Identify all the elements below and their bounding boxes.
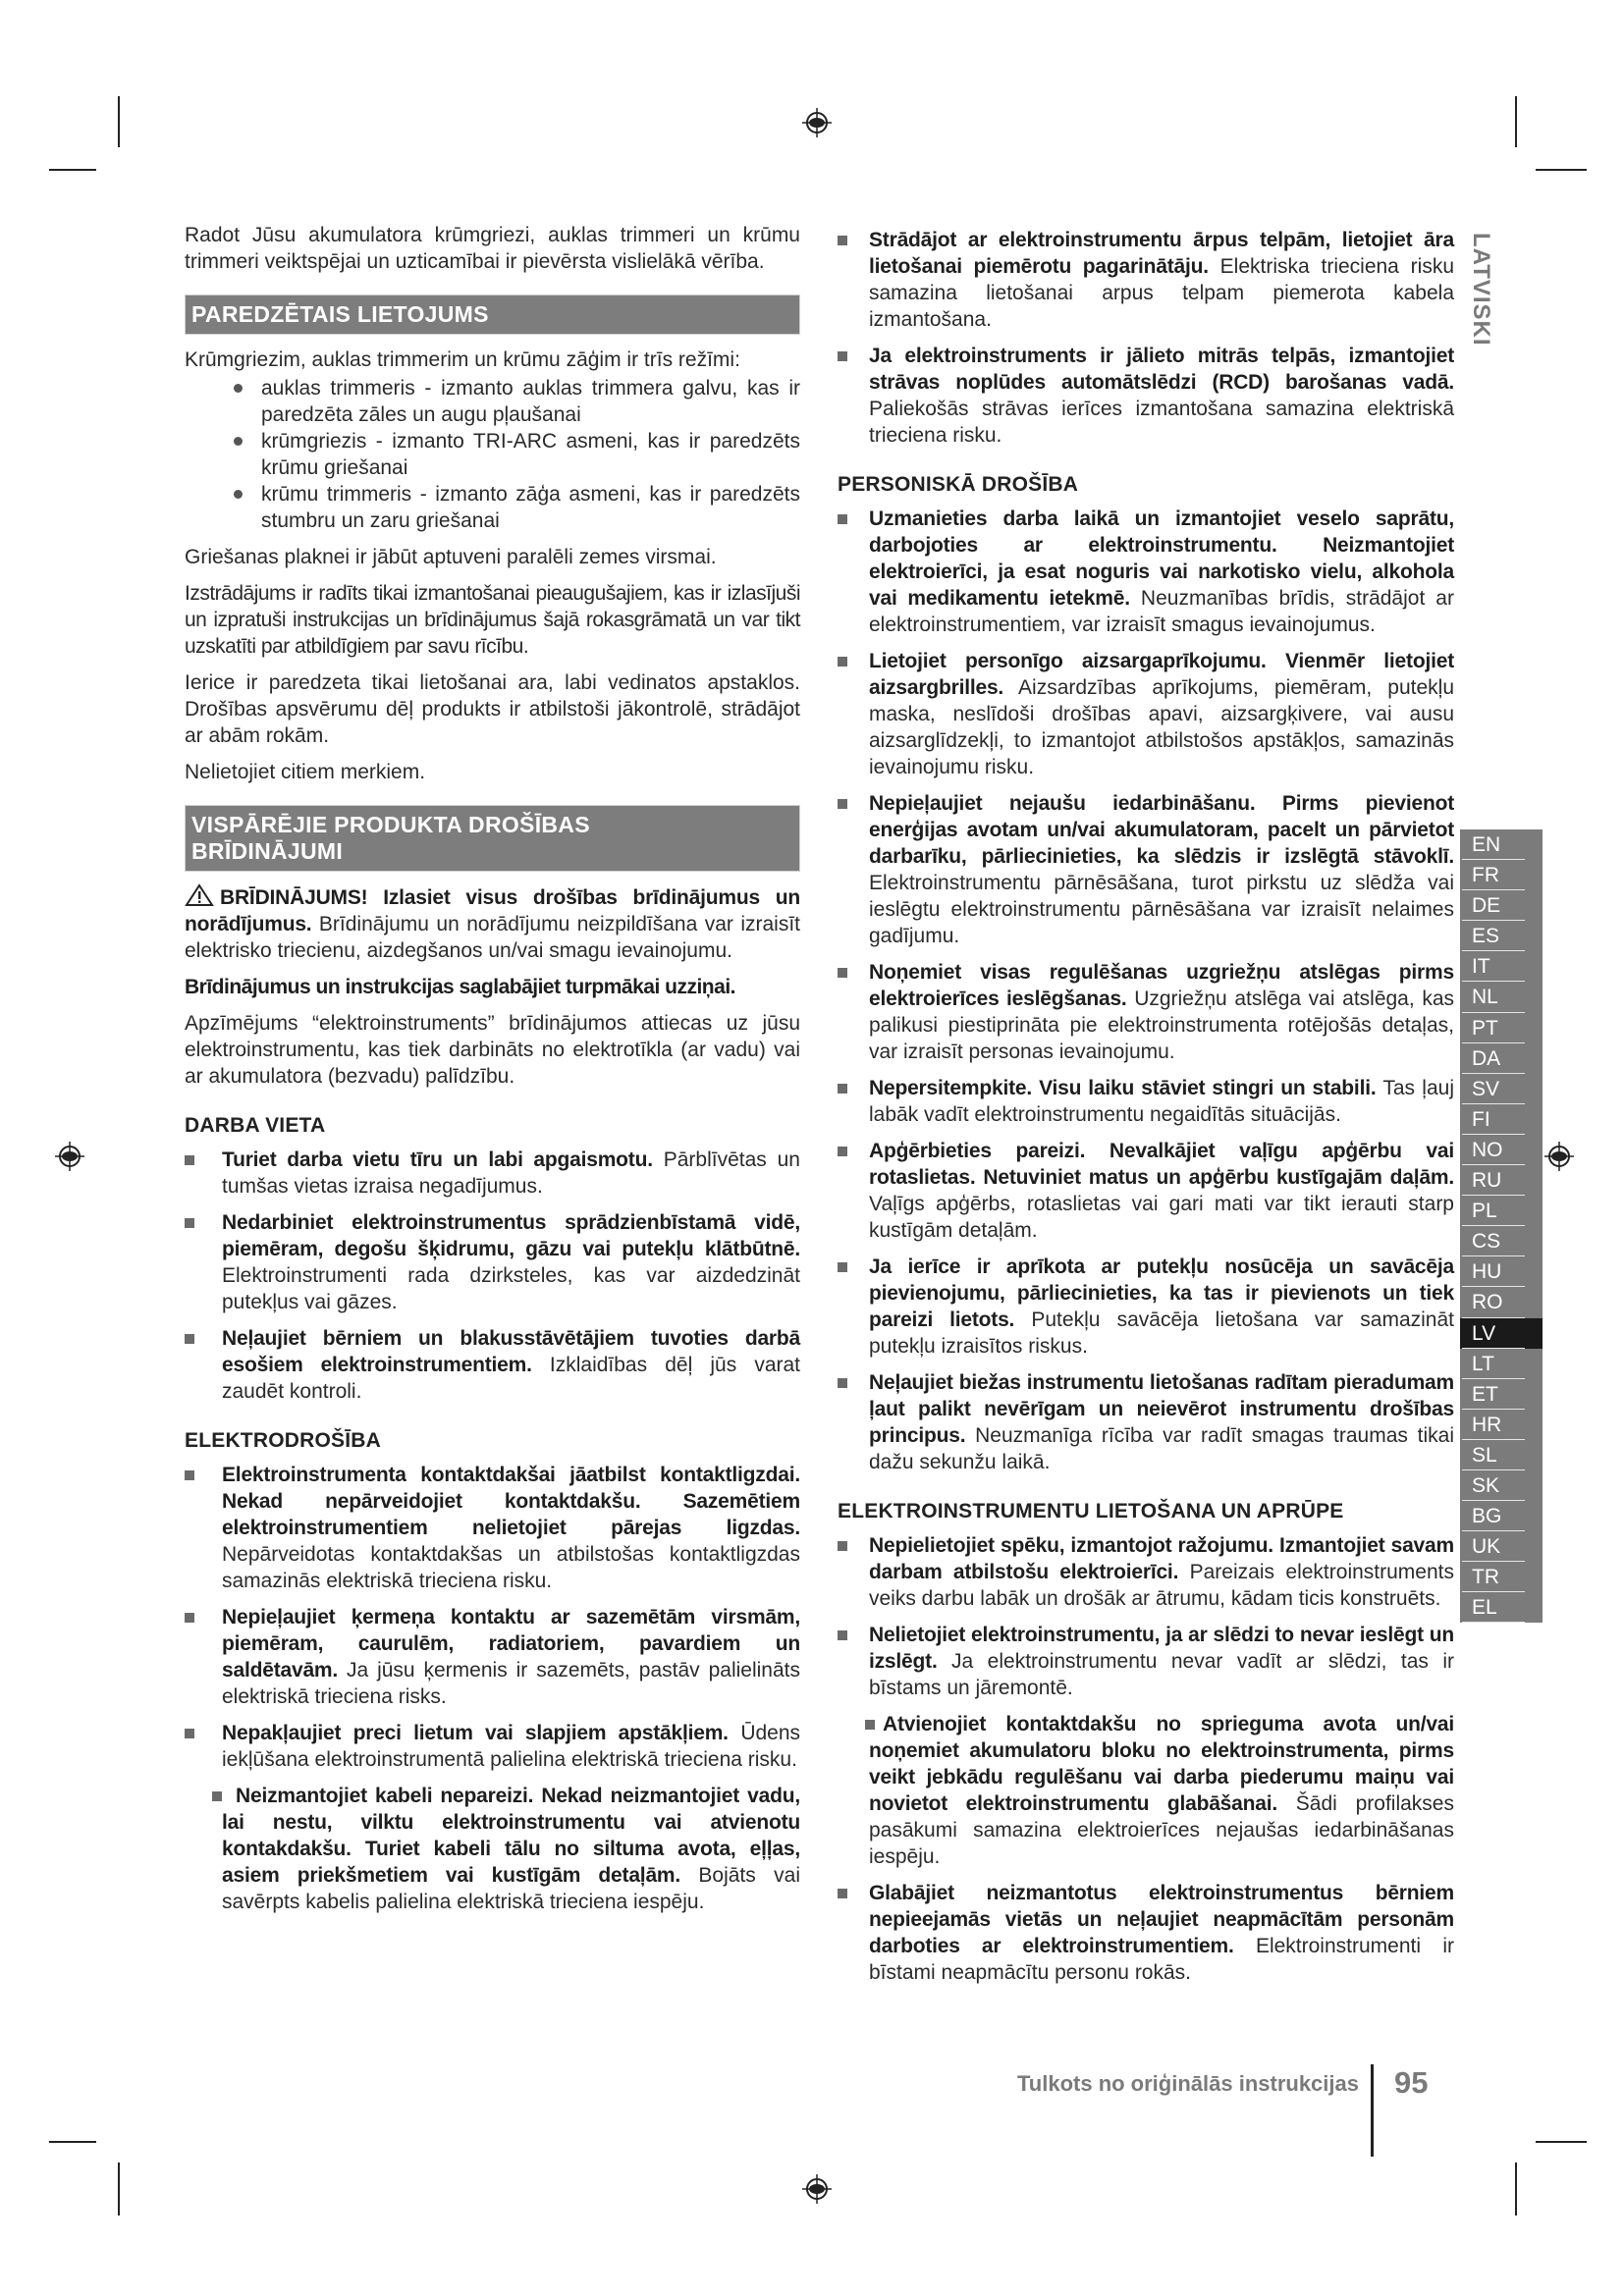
crop-mark xyxy=(49,169,96,171)
crop-mark xyxy=(118,2163,120,2216)
language-tab-sv[interactable]: SV xyxy=(1460,1074,1543,1104)
item-text: Neuzmanības brīdis, strādājot ar elektroinstrumentiem, var izraisīt smagus ievainojumus. xyxy=(869,587,1454,636)
language-tabs xyxy=(1460,829,1543,1623)
item-text: Aizsardzības aprīkojums, piemēram, putekļu maska, neslīdoši drošības apavi, aizsargķivere, vai ausu aizsarglīdzekļi, to izmantojot atbilstošos apstākļos, samazinās ievainojumu risku. xyxy=(869,676,1454,778)
outdoor-note: Ierice ir paredzeta tikai lietošanai ara, labi vedinatos apstaklos. Drošības apsvērumu dēļ produkts ir atbilstoši jākontrolē, strādājot ar abām rokām. xyxy=(185,671,800,747)
intended-use-lead: Krūmgriezim, auklas trimmerim un krūmu zāģim ir trīs režīmi: xyxy=(185,348,740,371)
item-bold: Lietojiet personīgo aizsargaprīkojumu. Vienmēr lietojiet aizsargbrilles. xyxy=(869,650,1454,699)
mode-item: auklas trimmeris - izmanto auklas trimmera galvu, kas ir paredzēta zāles un augu pļaušanai xyxy=(185,375,800,428)
other-use-note: Nelietojiet citiem merkiem. xyxy=(185,761,426,783)
item-bold: Ja elektroinstruments ir jālieto mitrās telpās, izmantojiet strāvas noplūdes automātslēdzi (RCD) barošanas vadā. xyxy=(869,345,1454,394)
language-tab-pl[interactable]: PL xyxy=(1460,1196,1543,1226)
language-tab-hu[interactable]: HU xyxy=(1460,1256,1543,1287)
list-item xyxy=(838,343,1454,449)
item-text: Elektroinstrumenti ir bīstami neapmācītu personu rokās. xyxy=(869,1935,1454,1984)
mode-item: krūmu trimmeris - izmanto zāģa asmeni, kas ir paredzēts stumbru un zaru griešanai xyxy=(185,481,800,534)
warning-triangle-icon xyxy=(185,883,214,907)
item-bold: Nepersitempkite. Visu laiku stāviet stingri un stabili. xyxy=(869,1077,1377,1099)
item-text: Ūdens iekļūšana elektroinstrumentā palielina elektriskā trieciena risku. xyxy=(222,1722,801,1771)
list-item xyxy=(185,1147,800,1200)
list-item xyxy=(185,1209,800,1315)
list-item xyxy=(185,1783,800,1915)
item-bold: Glabājiet neizmantotus elektroinstrumentus bērniem nepieejamās vietās un neļaujiet neapmācītām personām darboties ar elektroinstrumentiem. xyxy=(869,1882,1454,1957)
item-text: Ja elektroinstrumentu nevar vadīt ar slēdzi, tas ir bīstams un jāremontē. xyxy=(869,1650,1454,1699)
language-tab-es[interactable]: ES xyxy=(1460,921,1543,951)
language-tab-sl[interactable]: SL xyxy=(1460,1440,1543,1470)
heading-line: BRĪDINĀJUMI xyxy=(191,838,344,864)
item-text: Elektroinstrumenti rada dzirksteles, kas var aizdedzināt putekļus vai gāzes. xyxy=(222,1264,800,1313)
subheading-use-and-care: ELEKTROINSTRUMENTU LIETOŠANA UN APRŪPE xyxy=(838,1500,1344,1522)
list-item xyxy=(838,1880,1454,1986)
section-heading-general-warnings xyxy=(185,805,800,872)
subheading-personal-safety: PERSONISKĀ DROŠĪBA xyxy=(838,473,1079,496)
heading-line: VISPĀRĒJIE PRODUKTA DROŠĪBAS xyxy=(191,812,590,837)
item-text: Elektroinstrumentu pārnēsāšana, turot pirkstu uz slēdža vai ieslēgtu elektroinstrumentu pārnēsāšana var izraisīt nelaimes gadījumu. xyxy=(869,872,1454,947)
language-tab-fr[interactable]: FR xyxy=(1460,860,1543,890)
item-text: Elektriska trieciena risku samazina lietošanai arpus telpam piemerota kabela izmantošana. xyxy=(869,255,1454,331)
language-tab-de[interactable]: DE xyxy=(1460,890,1543,921)
list-item xyxy=(185,1325,800,1405)
item-bold: Nepieļaujiet ķermeņa kontaktu ar sazemētām virsmām, piemēram, caurulēm, radiatoriem, pavardiem un saldētavām. xyxy=(222,1606,800,1682)
item-bold: Atvienojiet kontaktdakšu no sprieguma avota un/vai noņemiet akumulatoru bloku no elektroinstrumenta, pirms veikt jebkādu regulēšanu vai darba piederumu maiņu vai novietot elektroinstrumentu glabāšanai. xyxy=(869,1713,1454,1815)
item-bold: Elektroinstrumenta kontaktdakšai jāatbilst kontaktligzdai. Nekad nepārveidojiet kontaktdakšu. Sazemētiem elektroinstrumentiem nelietojiet pārejas ligzdas. xyxy=(222,1464,800,1539)
intro-paragraph: Radot Jūsu akumulatora krūmgriezi, auklas trimmeri un krūmu trimmeri veiktspējai un uzticamībai ir pievērsta vislielākā vērība. xyxy=(185,224,800,273)
list-item xyxy=(838,959,1454,1065)
adults-note: Izstrādājums ir radīts tikai izmantošanai pieaugušajiem, kas ir izlasījuši un izpratuši instrukcijas un brīdinājumus šajā rokasgrāmatā un var tikt uzskatīti par atbildīgiem par savu rīcību. xyxy=(185,582,800,658)
language-tab-lv[interactable]: LV xyxy=(1460,1318,1543,1349)
list-item xyxy=(185,1604,800,1710)
language-tab-et[interactable]: ET xyxy=(1460,1379,1543,1410)
mode-item: krūmgriezis - izmanto TRI-ARC asmeni, kas ir paredzēts krūmu griešanai xyxy=(185,428,800,481)
list-item xyxy=(838,1369,1454,1475)
language-tab-bg[interactable]: BG xyxy=(1460,1501,1543,1531)
crop-mark xyxy=(1515,2163,1517,2216)
item-bold: Neizmantojiet kabeli nepareizi. Nekad neizmantojiet vadu, lai nestu, vilktu elektroinstrumentu vai atvienotu kontakdakšu. Turiet kabeli tālu no siltuma avota, eļļas, asiem priekšmetiem vai kustīgām detaļām. xyxy=(222,1785,800,1887)
language-tab-ro[interactable]: RO xyxy=(1460,1287,1543,1317)
language-tab-hr[interactable]: HR xyxy=(1460,1410,1543,1440)
language-tab-pt[interactable]: PT xyxy=(1460,1013,1543,1043)
item-text: Tas ļauj labāk vadīt elektroinstrumentu negaidītās situācijās. xyxy=(869,1077,1454,1126)
crop-mark xyxy=(118,96,120,147)
item-text: Šādi profilakses pasākumi samazina elektroierīces nejaušas iedarbināšanas iespēju. xyxy=(869,1792,1454,1868)
list-item xyxy=(838,227,1454,333)
page-number: 95 xyxy=(1394,2065,1429,2100)
language-side-label: LATVISKI xyxy=(1468,233,1494,347)
item-text: Ja jūsu ķermenis ir sazemēts, pastāv palielināts elektriskā trieciena risks. xyxy=(222,1659,800,1708)
item-bold: Nepielietojiet spēku, izmantojot ražojumu. Izmantojiet savam darbam atbilstošu elektroierīci. xyxy=(869,1534,1454,1583)
item-text: Neuzmanīga rīcība var radīt smagas traumas tikai dažu sekunžu laikā. xyxy=(869,1424,1454,1473)
subheading-work-area: DARBA VIETA xyxy=(185,1114,326,1137)
item-bold: Noņemiet visas regulēšanas uzgriežņu atslēgas pirms elektroierīces ieslēgšanas. xyxy=(869,961,1454,1010)
footer xyxy=(0,2064,1624,2157)
item-bold: Apģērbieties pareizi. Nevalkājiet vaļīgu apģērbu vai rotaslietas. Netuviniet matus un apģērbu kustīgajām daļām. xyxy=(869,1140,1454,1189)
item-text: Nepārveidotas kontaktdakšas un atbilstošas kontaktligzdas samazinās elektriskā trieciena risku. xyxy=(222,1543,800,1592)
item-bold: Turiet darba vietu tīru un labi apgaismotu. xyxy=(222,1148,653,1171)
language-tab-fi[interactable]: FI xyxy=(1460,1104,1543,1135)
language-tab-da[interactable]: DA xyxy=(1460,1043,1543,1074)
item-text: Pareizais elektroinstruments veiks darbu labāk un drošāk ar ātrumu, kādam ticis konstruēts. xyxy=(869,1561,1454,1610)
list-item xyxy=(838,1254,1454,1360)
item-text: Paliekošās strāvas ierīces izmantošana samazina elektriskā trieciena risku. xyxy=(869,398,1454,447)
item-bold: Nepieļaujiet nejaušu iedarbināšanu. Pirms pievienot enerģijas avotam un/vai akumulatoram, pacelt un pārvietot darbarīku, pārliecinieties, ka slēdzis ir izslēgtā stāvoklī. xyxy=(869,792,1454,868)
item-bold: Uzmanieties darba laikā un izmantojiet veselo saprātu, darbojoties ar elektroinstrumentu. Neizmantojiet elektroierīci, ja esat noguris vai narkotisko vielu, alkohola vai medikamentu ietekmē. xyxy=(869,507,1454,610)
item-text: Bojāts vai savērpts kabelis palielina elektriskā trieciena iespēju. xyxy=(222,1864,800,1913)
crop-mark xyxy=(1515,96,1517,147)
footer-divider xyxy=(1371,2064,1374,2157)
language-tab-en[interactable]: EN xyxy=(1460,829,1543,860)
left-column xyxy=(185,222,800,1915)
language-tab-tr[interactable]: TR xyxy=(1460,1562,1543,1592)
registration-mark-icon xyxy=(1543,1140,1576,1173)
subheading-electrical-safety: ELEKTRODROŠĪBA xyxy=(185,1429,381,1452)
item-bold: Ja ierīce ir aprīkota ar putekļu nosūcēja un savācēja pievienojumu, pārliecinieties, ka tas ir pievienots un tiek pareizi lietots. xyxy=(869,1255,1454,1331)
language-tab-sk[interactable]: SK xyxy=(1460,1470,1543,1501)
list-item xyxy=(838,648,1454,780)
language-tab-no[interactable]: NO xyxy=(1460,1135,1543,1165)
save-instructions: Brīdinājumus un instrukcijas saglabājiet turpmākai uzziņai. xyxy=(185,976,735,998)
list-item xyxy=(838,1622,1454,1701)
registration-mark-icon xyxy=(800,106,834,139)
language-tab-ru[interactable]: RU xyxy=(1460,1165,1543,1196)
registration-mark-icon xyxy=(800,2172,834,2206)
section-heading-intended-use: PAREDZĒTAIS LIETOJUMS xyxy=(185,294,800,335)
item-bold: Nepakļaujiet preci lietum vai slapjiem apstākļiem. xyxy=(222,1722,729,1744)
language-tab-el[interactable]: EL xyxy=(1460,1592,1543,1623)
mode-list xyxy=(185,375,800,534)
item-text: Uzgriežņu atslēga vai atslēga, kas palikusi piestiprināta pie elektroinstrumenta rotējošās detaļas, var izraisīt personas ievainojumu. xyxy=(869,988,1454,1063)
item-text: Vaļīgs apģērbs, rotaslietas vai gari mati var tikt ierauti starp kustīgām detaļām. xyxy=(869,1193,1454,1242)
item-bold: Nedarbiniet elektroinstrumentus sprādzienbīstamā vidē, piemēram, degošu šķidrumu, gāzu vai putekļu klātbūtnē. xyxy=(222,1211,800,1260)
item-text: Putekļu savācēja lietošana var samazināt putekļu izraisītos riskus. xyxy=(869,1308,1454,1358)
item-text: Izklaidības dēļ jūs varat zaudēt kontroli. xyxy=(222,1354,800,1403)
list-item xyxy=(838,1711,1454,1870)
list-item xyxy=(838,506,1454,638)
language-tab-lt[interactable]: LT xyxy=(1460,1349,1543,1379)
term-definition: Apzīmējums “elektroinstruments” brīdinājumos attiecas uz jūsu elektroinstrumentu, kas tiek darbināts no elektrotīkla (ar vadu) vai ar akumulatora (bezvadu) palīdzību. xyxy=(185,1012,800,1088)
footer-caption: Tulkots no oriģinālās instrukcijas xyxy=(1016,2071,1359,2096)
list-item xyxy=(838,790,1454,949)
warning-text: Brīdinājumu un norādījumu neizpildīšana var izraisīt elektrisko triecienu, aizdegšanos un/vai smagu ievainojumu. xyxy=(185,913,801,962)
registration-mark-icon xyxy=(53,1140,86,1173)
language-tab-it[interactable]: IT xyxy=(1460,951,1543,982)
language-tab-cs[interactable]: CS xyxy=(1460,1226,1543,1256)
list-item xyxy=(185,1462,800,1594)
right-column xyxy=(838,227,1454,1986)
list-item xyxy=(185,1720,800,1773)
list-item xyxy=(838,1532,1454,1612)
item-bold: Neļaujiet bērniem un blakusstāvētājiem tuvoties darbā esošiem elektroinstrumentiem. xyxy=(222,1327,800,1376)
list-item xyxy=(838,1075,1454,1128)
crop-mark xyxy=(1536,169,1587,171)
language-tab-uk[interactable]: UK xyxy=(1460,1531,1543,1562)
language-tab-nl[interactable]: NL xyxy=(1460,982,1543,1012)
warning-paragraph xyxy=(185,883,800,964)
list-item xyxy=(838,1138,1454,1244)
item-text: Pārblīvētas un tumšas vietas izraisa negadījumus. xyxy=(222,1148,800,1198)
item-bold: Nelietojiet elektroinstrumentu, ja ar slēdzi to nevar ieslēgt un izslēgt. xyxy=(869,1624,1454,1673)
warning-bold: BRĪDINĀJUMS! Izlasiet visus drošības brīdinājumus un norādījumus. xyxy=(185,886,800,935)
cutting-plane-note: Griešanas plaknei ir jābūt aptuveni paralēli zemes virsmai. xyxy=(185,546,717,568)
item-bold: Strādājot ar elektroinstrumentu ārpus telpām, lietojiet āra lietošanai piemērotu pagarinātāju. xyxy=(869,229,1454,278)
item-bold: Neļaujiet biežas instrumentu lietošanas radītam pieradumam ļaut palikt nevērīgam un neievērot instrumentu drošības principus. xyxy=(869,1371,1454,1447)
